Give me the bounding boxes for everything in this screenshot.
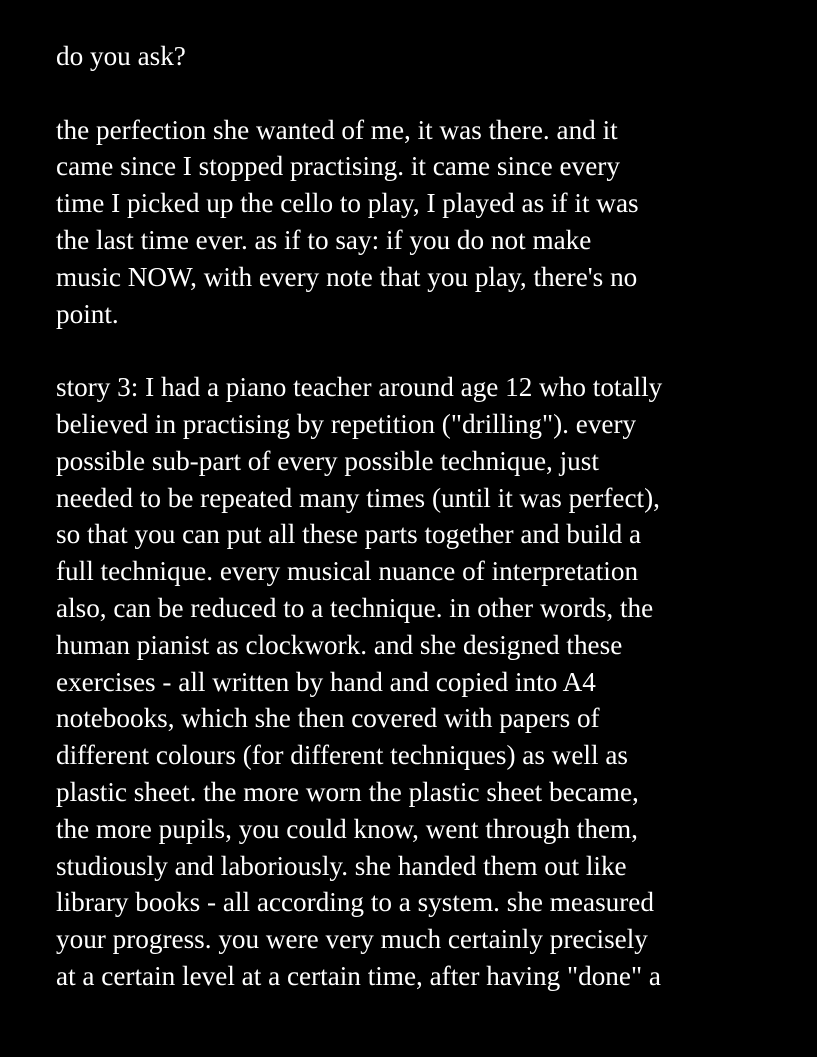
paragraph-1 (56, 38, 796, 75)
text-line: notebooks, which she then covered with papers of (56, 703, 600, 734)
text-line: library books - all according to a system. she measured (56, 887, 654, 918)
text-line: point. (56, 298, 119, 329)
text-line: exercises - all written by hand and copied into A4 (56, 666, 596, 697)
text-line: story 3: I had a piano teacher around age 12 who totally (56, 372, 663, 403)
text-line: at a certain level at a certain time, after having "done" a (56, 960, 661, 991)
text-line: needed to be repeated many times (until it was perfect), (56, 482, 660, 513)
text-line: your progress. you were very much certainly precisely (56, 924, 648, 955)
paragraph-spacer (56, 332, 796, 369)
text-line: do you ask? (56, 41, 186, 71)
text-line: the perfection she wanted of me, it was there. and it (56, 114, 618, 145)
text-line: plastic sheet. the more worn the plastic sheet became, (56, 776, 639, 807)
paragraph-2 (56, 112, 796, 333)
text-line: came since I stopped practising. it came since every (56, 151, 620, 182)
text-line: time I picked up the cello to play, I played as if it was (56, 188, 639, 219)
text-line: the more pupils, you could know, went through them, (56, 813, 638, 844)
paragraph-spacer (56, 75, 796, 112)
text-line: also, can be reduced to a technique. in other words, the (56, 592, 654, 623)
text-line: so that you can put all these parts together and build a (56, 519, 642, 550)
text-line: human pianist as clockwork. and she designed these (56, 629, 623, 660)
text-line: different colours (for different techniques) as well as (56, 740, 628, 771)
text-line: possible sub-part of every possible technique, just (56, 445, 599, 476)
text-line: music NOW, with every note that you play, there's no (56, 261, 638, 292)
paragraph-3 (56, 369, 796, 995)
text-line: full technique. every musical nuance of interpretation (56, 556, 639, 587)
text-line: believed in practising by repetition ("drilling"). every (56, 408, 637, 439)
text-line: the last time ever. as if to say: if you do not make (56, 224, 592, 255)
text-line: studiously and laboriously. she handed them out like (56, 850, 627, 881)
document-text (56, 38, 796, 995)
